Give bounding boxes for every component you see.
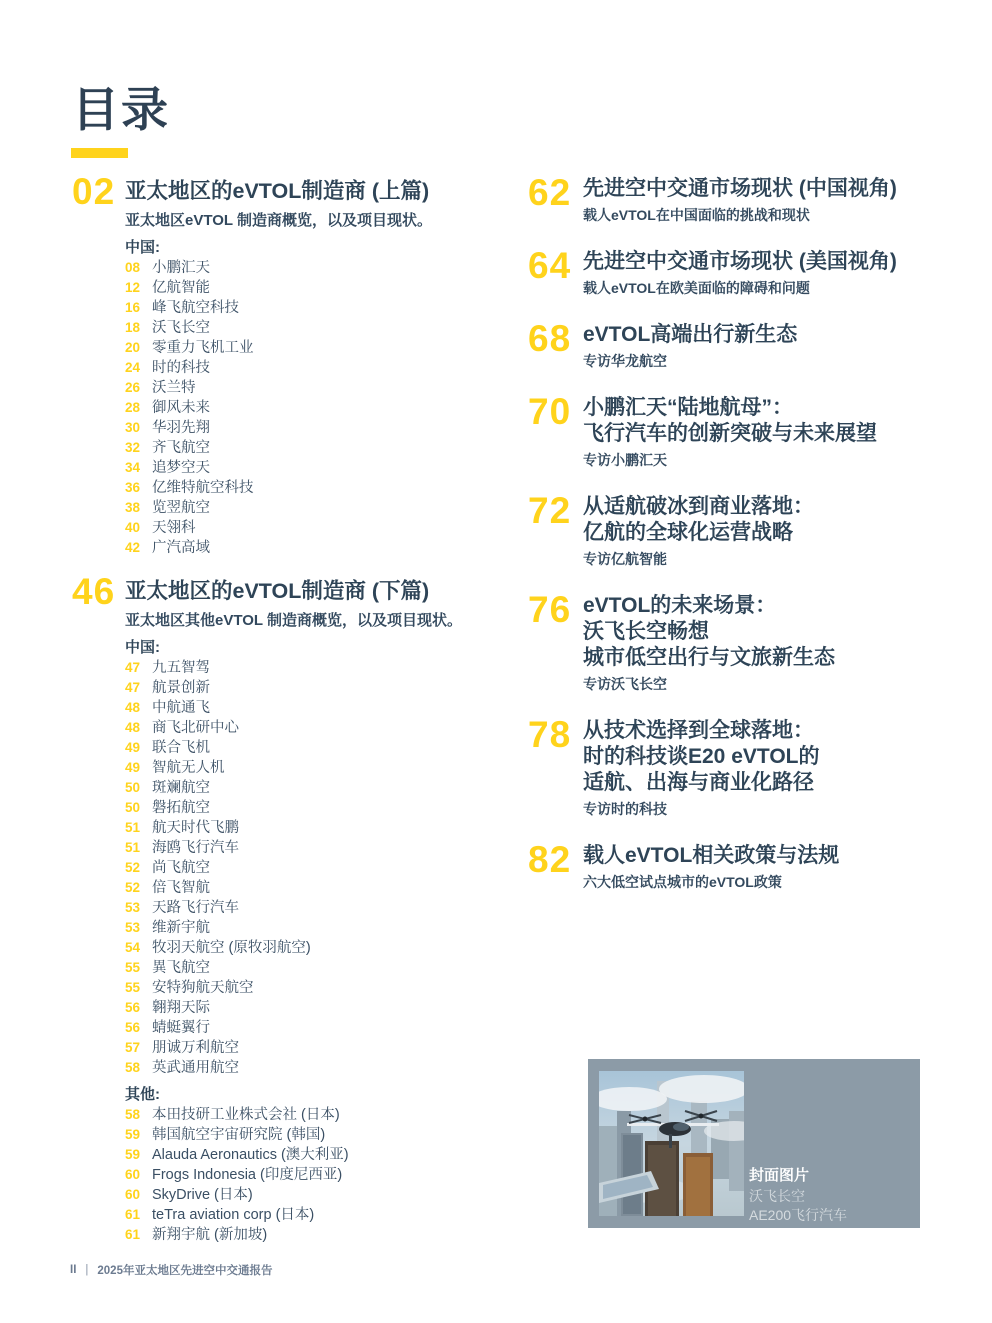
- toc-item-page-number: 20: [125, 340, 141, 355]
- article-body: [583, 593, 835, 694]
- section-header: [72, 571, 517, 612]
- cover-credit: 沃飞长空: [749, 1188, 805, 1204]
- toc-item: [125, 478, 517, 498]
- article-title-line: 从技术选择到全球落地：: [583, 719, 814, 742]
- toc-item-page-number: 42: [125, 540, 141, 555]
- toc-item: [125, 838, 517, 858]
- article-body: [583, 494, 814, 569]
- cover-photo: [599, 1071, 744, 1216]
- toc-item-name: 韩国航空宇宙研究院 (韩国): [152, 1127, 326, 1143]
- toc-item-page-number: 59: [125, 1147, 141, 1162]
- toc-item-name: 广汽高域: [152, 540, 210, 556]
- toc-item: [125, 738, 517, 758]
- toc-item: [125, 778, 517, 798]
- toc-item: [125, 718, 517, 738]
- toc-item: [125, 378, 517, 398]
- toc-item: [125, 958, 517, 978]
- toc-item-name: 小鹏汇天: [152, 260, 210, 276]
- section-title: 亚太地区的eVTOL制造商 (下篇): [125, 579, 430, 603]
- toc-item-page-number: 61: [125, 1207, 141, 1222]
- toc-item: [125, 398, 517, 418]
- toc-item: [125, 878, 517, 898]
- toc-item-page-number: 32: [125, 440, 141, 455]
- toc-item: [125, 318, 517, 338]
- section-page-number: 02: [72, 171, 116, 212]
- toc-article: [528, 589, 958, 694]
- toc-item-name: 天路飞行汽车: [152, 900, 239, 916]
- toc-item-name: SkyDrive (日本): [152, 1187, 253, 1203]
- toc-item-name: 九五智驾: [152, 660, 210, 676]
- toc-item: [125, 338, 517, 358]
- article-title: [583, 494, 814, 546]
- toc-item-page-number: 52: [125, 880, 141, 895]
- toc-item-page-number: 12: [125, 280, 141, 295]
- article-title: [583, 322, 797, 348]
- article-title-line: 载人eVTOL相关政策与法规: [583, 844, 840, 867]
- toc-item-name: 安特狗航天航空: [152, 980, 254, 996]
- toc-item-name: 齐飞航空: [152, 440, 210, 456]
- article-title-line: eVTOL的未来场景：: [583, 594, 777, 617]
- toc-item-page-number: 58: [125, 1107, 141, 1122]
- toc-item-page-number: 24: [125, 360, 141, 375]
- toc-item: [125, 1018, 517, 1038]
- toc-item-page-number: 18: [125, 320, 141, 335]
- toc-item-page-number: 47: [125, 680, 141, 695]
- page-title: 目录: [72, 83, 170, 136]
- toc-item: [125, 1225, 517, 1245]
- toc-item-name: 尚飞航空: [152, 860, 210, 876]
- article-page-number: 70: [528, 391, 572, 432]
- toc-item-name: 航天时代飞鹏: [152, 820, 239, 836]
- toc-item-page-number: 48: [125, 720, 141, 735]
- article-title: [583, 395, 877, 447]
- article-page-number: 82: [528, 839, 572, 880]
- article-body: [583, 718, 820, 819]
- cover-caption: AE200飞行汽车: [749, 1207, 848, 1223]
- toc-item-page-number: 49: [125, 760, 141, 775]
- toc-item-name: 御风未来: [152, 400, 210, 416]
- toc-item-name: Frogs Indonesia (印度尼西亚): [152, 1167, 343, 1183]
- toc-item: [125, 658, 517, 678]
- article-page-number: 62: [528, 172, 572, 213]
- toc-item: [125, 298, 517, 318]
- toc-item-page-number: 47: [125, 660, 141, 675]
- article-title-line: 亿航的全球化运营战略: [583, 521, 793, 544]
- toc-item-page-number: 34: [125, 460, 141, 475]
- toc-item-name: 海鸥飞行汽车: [152, 840, 239, 856]
- toc-item-page-number: 49: [125, 740, 141, 755]
- toc-item-name: 亿维特航空科技: [152, 480, 254, 496]
- article-body: [583, 176, 897, 225]
- toc-item-name: 異飞航空: [152, 960, 210, 976]
- toc-item-name: 斑斓航空: [152, 780, 210, 796]
- toc-item: [125, 1205, 517, 1225]
- article-subtitle: 专访时的科技: [583, 801, 667, 817]
- toc-item-page-number: 08: [125, 260, 141, 275]
- toc-item: [125, 938, 517, 958]
- toc-item-page-number: 60: [125, 1187, 141, 1202]
- toc-right-column: [528, 172, 958, 916]
- toc-item: [125, 1125, 517, 1145]
- toc-item-name: 蜻蜓翼行: [152, 1020, 210, 1036]
- toc-item: [125, 1165, 517, 1185]
- cover-label: 封面图片: [749, 1167, 810, 1184]
- toc-item-page-number: 16: [125, 300, 141, 315]
- article-title-line: 沃飞长空畅想: [583, 620, 709, 643]
- toc-item-name: 沃飞长空: [152, 320, 210, 336]
- article-subtitle: 载人eVTOL在中国面临的挑战和现状: [583, 207, 810, 223]
- toc-item-name: 商飞北研中心: [152, 720, 239, 736]
- article-body: [583, 395, 877, 470]
- toc-item-name: 新翔宇航 (新加坡): [152, 1227, 268, 1243]
- toc-item: [125, 518, 517, 538]
- toc-section: [72, 571, 517, 1245]
- toc-item-page-number: 36: [125, 480, 141, 495]
- toc-item-page-number: 50: [125, 780, 141, 795]
- section-header: [72, 171, 517, 212]
- title-accent-bar: [71, 148, 128, 158]
- toc-article: [528, 839, 958, 892]
- toc-item-page-number: 48: [125, 700, 141, 715]
- toc-article: [528, 245, 958, 298]
- toc-item-page-number: 55: [125, 960, 141, 975]
- toc-article: [528, 391, 958, 470]
- article-title: [583, 249, 897, 275]
- footer-page-number: II: [70, 1264, 77, 1276]
- toc-item-name: 英武通用航空: [152, 1060, 239, 1076]
- article-subtitle: 专访小鹏汇天: [583, 452, 667, 468]
- toc-item-list: [125, 658, 517, 1078]
- toc-item-name: 峰飞航空科技: [152, 300, 239, 316]
- article-title-line: 飞行汽车的创新突破与未来展望: [583, 422, 877, 445]
- section-page-number: 46: [72, 571, 116, 612]
- toc-item: [125, 498, 517, 518]
- toc-item: [125, 358, 517, 378]
- toc-item: [125, 758, 517, 778]
- toc-item-name: Alauda Aeronautics (澳大利亚): [152, 1147, 349, 1163]
- footer-separator: |: [85, 1264, 89, 1276]
- toc-item-name: 航景创新: [152, 680, 210, 696]
- toc-item-name: 磐拓航空: [152, 800, 210, 816]
- toc-item-name: 牧羽天航空 (原牧羽航空): [152, 940, 311, 956]
- toc-item-name: 沃兰特: [152, 380, 196, 396]
- article-title-line: 小鹏汇天“陆地航母”：: [583, 396, 793, 419]
- toc-item: [125, 418, 517, 438]
- article-page-number: 68: [528, 318, 572, 359]
- article-title: [583, 843, 839, 869]
- toc-section: [72, 171, 517, 558]
- section-title: 亚太地区的eVTOL制造商 (上篇): [125, 179, 430, 203]
- cover-text-block: [749, 1165, 847, 1225]
- toc-item-name: 倍飞智航: [152, 880, 210, 896]
- article-subtitle: 载人eVTOL在欧美面临的障碍和问题: [583, 280, 810, 296]
- article-title-line: 从适航破冰到商业落地：: [583, 495, 814, 518]
- toc-item-name: 华羽先翔: [152, 420, 210, 436]
- toc-item-page-number: 38: [125, 500, 141, 515]
- toc-article: [528, 490, 958, 569]
- toc-item-name: 天翎科: [152, 520, 196, 536]
- toc-item-page-number: 53: [125, 900, 141, 915]
- toc-item-page-number: 52: [125, 860, 141, 875]
- article-title-line: 适航、出海与商业化路径: [583, 771, 814, 794]
- toc-item-page-number: 60: [125, 1167, 141, 1182]
- article-page-number: 72: [528, 490, 572, 531]
- toc-item-name: 时的科技: [152, 360, 210, 376]
- toc-item-name: 追梦空天: [152, 460, 210, 476]
- toc-left-column: [72, 171, 517, 1245]
- toc-item-page-number: 53: [125, 920, 141, 935]
- toc-item: [125, 278, 517, 298]
- toc-item: [125, 258, 517, 278]
- toc-item: [125, 1145, 517, 1165]
- toc-item-list: [125, 258, 517, 558]
- toc-item: [125, 918, 517, 938]
- toc-article: [528, 172, 958, 225]
- toc-item-name: 亿航智能: [152, 280, 210, 296]
- toc-item-name: 智航无人机: [152, 760, 225, 776]
- toc-item: [125, 978, 517, 998]
- article-subtitle: 专访亿航智能: [583, 551, 667, 567]
- article-page-number: 76: [528, 589, 572, 630]
- toc-item-name: 零重力飞机工业: [152, 340, 254, 356]
- toc-item-page-number: 55: [125, 980, 141, 995]
- article-title: [583, 176, 897, 202]
- toc-item-page-number: 26: [125, 380, 141, 395]
- group-label: 中国:: [125, 639, 160, 656]
- group-label: 中国:: [125, 239, 160, 256]
- toc-item-name: teTra aviation corp (日本): [152, 1207, 315, 1223]
- toc-item: [125, 898, 517, 918]
- section-subtitle: 亚太地区eVTOL 制造商概览，以及项目现状。: [125, 212, 432, 229]
- article-title-line: 时的科技谈E20 eVTOL的: [583, 745, 820, 768]
- toc-article: [528, 318, 958, 371]
- toc-item-name: 览翌航空: [152, 500, 210, 516]
- toc-item-page-number: 59: [125, 1127, 141, 1142]
- article-title: [583, 593, 835, 671]
- toc-item: [125, 1185, 517, 1205]
- section-subtitle: 亚太地区其他eVTOL 制造商概览，以及项目现状。: [125, 612, 462, 629]
- toc-item-name: 朋诚万利航空: [152, 1040, 239, 1056]
- group-label: 其他:: [125, 1086, 160, 1103]
- toc-item-page-number: 51: [125, 820, 141, 835]
- article-subtitle: 专访华龙航空: [583, 353, 667, 369]
- article-page-number: 64: [528, 245, 572, 286]
- article-title-line: eVTOL高端出行新生态: [583, 323, 798, 346]
- toc-item-page-number: 28: [125, 400, 141, 415]
- article-title-line: 城市低空出行与文旅新生态: [583, 646, 835, 669]
- cover-photo-illustration: [599, 1071, 744, 1216]
- toc-item: [125, 818, 517, 838]
- toc-item-list: [125, 1105, 517, 1245]
- toc-article: [528, 714, 958, 819]
- toc-item-name: 本田技研工业株式会社 (日本): [152, 1107, 340, 1123]
- toc-item: [125, 998, 517, 1018]
- toc-item-name: 中航通飞: [152, 700, 210, 716]
- cover-credit-panel: [588, 1059, 920, 1228]
- article-title-line: 先进空中交通市场现状 (美国视角): [583, 250, 897, 273]
- toc-item: [125, 858, 517, 878]
- article-subtitle: 六大低空试点城市的eVTOL政策: [583, 874, 782, 890]
- toc-item-name: 维新宇航: [152, 920, 210, 936]
- toc-item-page-number: 57: [125, 1040, 141, 1055]
- article-body: [583, 322, 797, 371]
- toc-item: [125, 438, 517, 458]
- toc-item: [125, 458, 517, 478]
- article-page-number: 78: [528, 714, 572, 755]
- article-subtitle: 专访沃飞长空: [583, 676, 667, 692]
- toc-item: [125, 698, 517, 718]
- article-body: [583, 843, 839, 892]
- toc-item: [125, 678, 517, 698]
- page-footer: [70, 1262, 272, 1278]
- article-body: [583, 249, 897, 298]
- article-title: [583, 718, 820, 796]
- toc-item-page-number: 54: [125, 940, 141, 955]
- article-title-line: 先进空中交通市场现状 (中国视角): [583, 177, 897, 200]
- toc-item: [125, 798, 517, 818]
- toc-item-page-number: 56: [125, 1000, 141, 1015]
- toc-item-page-number: 50: [125, 800, 141, 815]
- toc-item: [125, 1105, 517, 1125]
- footer-report-title: 2025年亚太地区先进空中交通报告: [97, 1265, 273, 1277]
- toc-item-name: 翱翔天际: [152, 1000, 210, 1016]
- toc-item: [125, 1058, 517, 1078]
- toc-item-page-number: 56: [125, 1020, 141, 1035]
- toc-item: [125, 538, 517, 558]
- toc-item-page-number: 51: [125, 840, 141, 855]
- toc-item-page-number: 61: [125, 1227, 141, 1242]
- toc-item-page-number: 30: [125, 420, 141, 435]
- toc-item-page-number: 40: [125, 520, 141, 535]
- toc-item: [125, 1038, 517, 1058]
- toc-item-page-number: 58: [125, 1060, 141, 1075]
- toc-item-name: 联合飞机: [152, 740, 210, 756]
